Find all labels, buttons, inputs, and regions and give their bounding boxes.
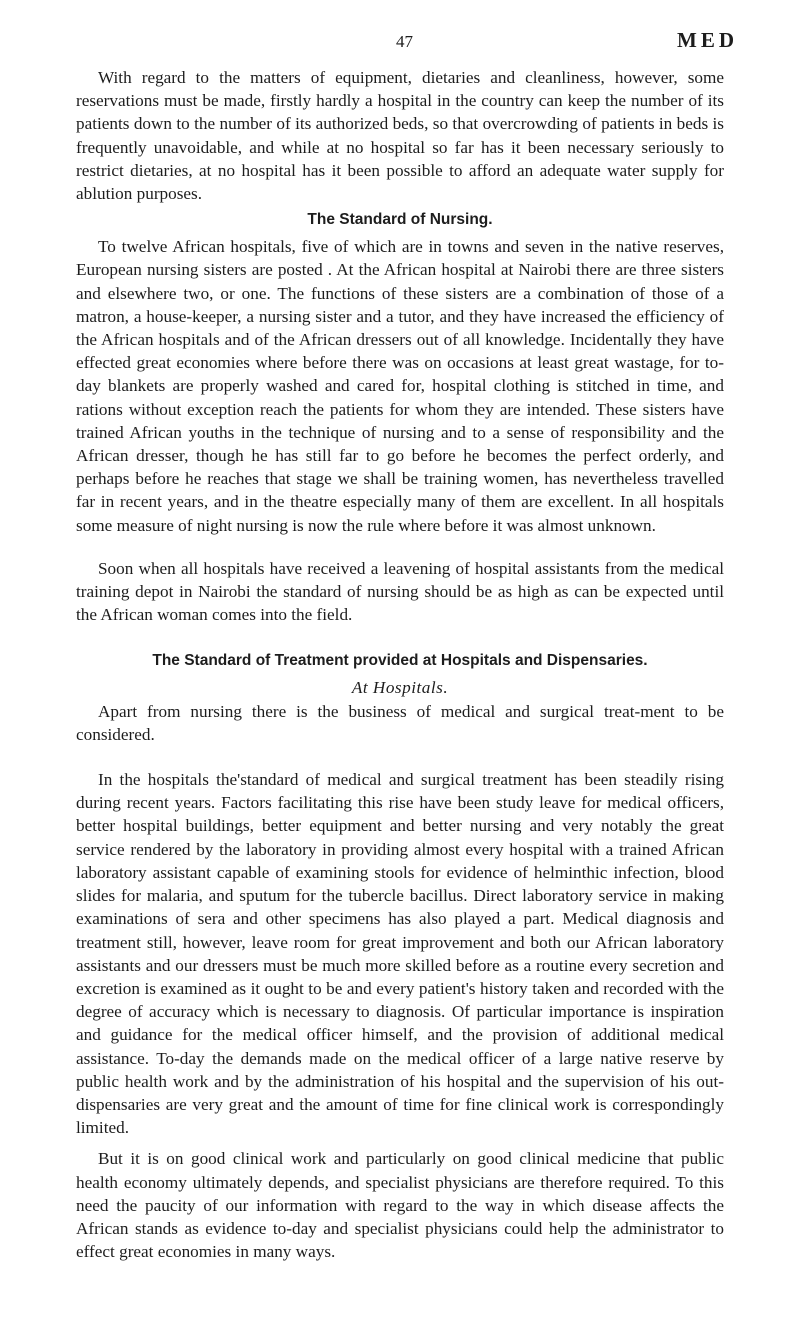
paragraph-medical-treatment: In the hospitals the'standard of medical and surgical treatment has been steadily rising during recent years. Factors facilitating this rise have been study leave for medical officers, better hospital buildings, better equipment and better nursing and very notably the great service rendered by the laboratory in providing almost every hospital with a trained African laboratory assistant capable of examining stools for evidence of helminthic infection, blood slides for malaria, and sputum for the tubercle bacillus. Direct laboratory service in making examinations of sera and other specimens has also played a part. Medical diagnosis and treatment still, however, leave room for great improvement and both our African laboratory assistants and our dressers must be much more skilled before as a routine every secretion and excretion is examined as it ought to be and every patient's history taken and recorded with the degree of accuracy which is necessary to diagnosis. Of particular importance is inspiration and guidance for the medical officer himself, and the provision of additional medical assistance. To-day the demands made on the medical officer of a large native reserve by public health work and by the administration of his hospital and the supervision of his out-dispensaries are very great and the amount of time for fine clinical work is correspondingly limited.	[76, 770, 724, 1138]
spacer	[76, 746, 724, 768]
spacer	[76, 537, 724, 557]
body-text	[76, 66, 724, 1263]
paragraph-equipment: With regard to the matters of equipment, dietaries and cleanliness, however, some reservations must be made, firstly hardly a hospital in the country can keep the number of its patients down to the number of its authorized beds, so that overcrowding of patients in beds is frequently unavoidable, and while at no hospital so far has it been necessary seriously to restrict dietaries, at no hospital has it been possible to afford an adequate water supply for ablution purposes.	[76, 68, 724, 204]
paragraph-apart-from-nursing: Apart from nursing there is the business of medical and surgical treat-ment to be considered.	[76, 701, 724, 744]
page-number: 47	[396, 32, 413, 51]
heading-standard-of-nursing: The Standard of Nursing.	[307, 211, 493, 229]
spacer	[76, 1139, 724, 1147]
paragraph-nursing-sisters: To twelve African hospitals, five of which are in towns and seven in the native reserves, European nursing sisters are posted . At the African hospital at Nairobi there are three sisters and elsewhere two, or one. The functions of these sisters are a combination of those of a matron, a house-keeper, a nursing sister and a tutor, and they have increased the efficiency of the African hospitals and of the African dressers out of all knowledge. Incidentally they have effected great economies where before there was on occasions at least great wastage, for to-day blankets are properly washed and cared for, hospital clothing is stitched in time, and rations without exception reach the patients for whom they are intended. These sisters have trained African youths in the technique of nursing and to a sense of responsibility and the African dresser, though he has still far to go before he becomes the perfect orderly, and perhaps before he reaches that stage we shall be training women, has nevertheless travelled far in recent years, and in the theatre especially many of them are excellent. In all hospitals some measure of night nursing is now the rule where before it was almost unknown.	[76, 237, 724, 535]
spacer	[76, 626, 724, 646]
paragraph-hospital-assistants: Soon when all hospitals have received a leavening of hospital assistants from the medical training depot in Nairobi the standard of nursing should be as high as can be expected until the African woman comes into the field.	[76, 558, 724, 625]
heading-standard-of-treatment: The Standard of Treatment provided at Hospitals and Dispensaries.	[152, 652, 648, 670]
running-head: MED	[677, 28, 738, 52]
subheading-at-hospitals: At Hospitals.	[351, 678, 449, 698]
paragraph-clinical-work: But it is on good clinical work and particularly on good clinical medicine that public health economy ultimately depends, and specialist physicians are therefore required. To this need the paucity of our information with regard to the way in which disease affects the African stands as evidence to-day and specialist physicians could help the administrator to effect great economies in many ways.	[76, 1149, 724, 1262]
